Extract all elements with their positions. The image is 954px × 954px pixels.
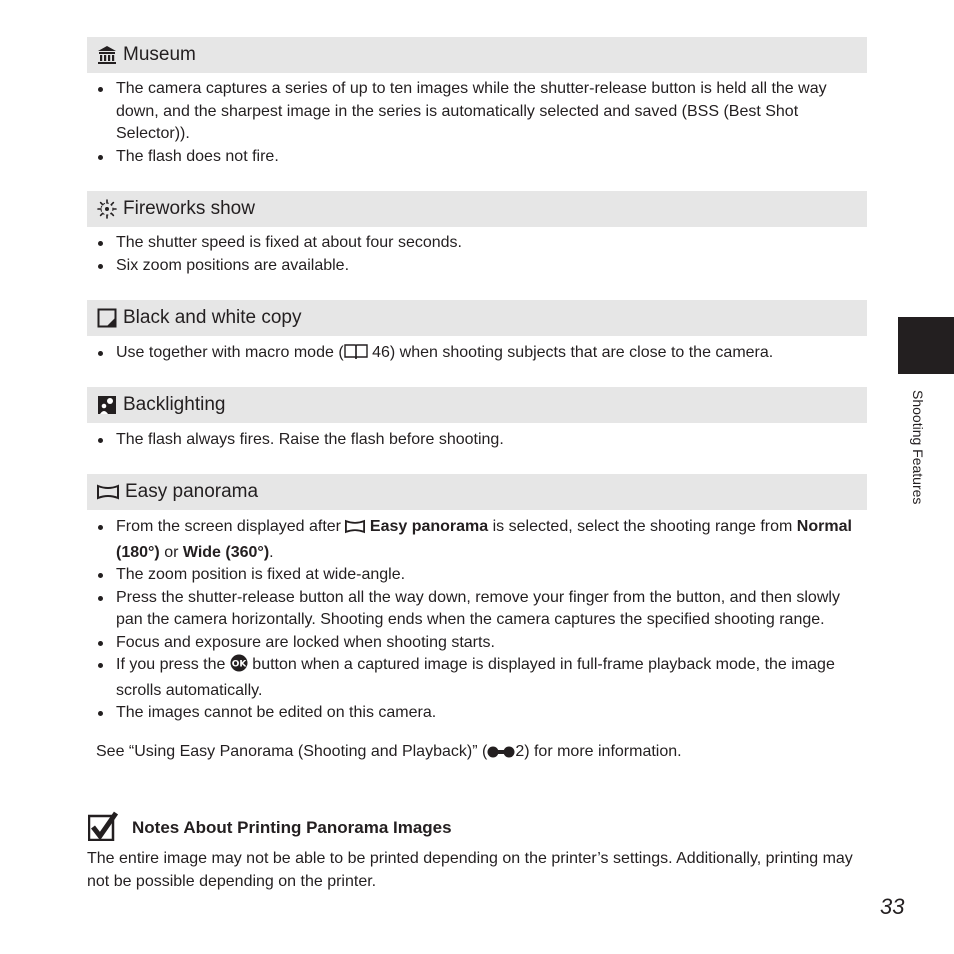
- section-title: Black and white copy: [123, 307, 302, 328]
- note-body: The entire image may not be able to be printed depending on the printer’s settings. Additionally, printing may not be possible depending on the printer.: [87, 850, 853, 890]
- ok-button-icon: [230, 654, 248, 680]
- museum-icon: [97, 45, 117, 65]
- list-item: Focus and exposure are locked when shooting starts.: [96, 632, 866, 655]
- black-white-copy-icon: [97, 308, 117, 328]
- checkmark-note-icon: [88, 811, 118, 841]
- chapter-tab: [898, 317, 954, 374]
- section-title: Museum: [123, 44, 196, 65]
- section-header-backlighting: [87, 387, 867, 423]
- section-header-bw-copy: [87, 300, 867, 336]
- chapter-label: Shooting Features: [910, 390, 926, 505]
- section-title: Fireworks show: [123, 198, 255, 219]
- easy-panorama-bullets: [96, 516, 866, 725]
- easy-panorama-icon: [345, 519, 365, 542]
- book-reference-icon: [344, 343, 368, 368]
- easy-panorama-icon: [97, 484, 119, 500]
- see-reference: See “Using Easy Panorama (Shooting and Playback)” ( 2) for more information.: [96, 741, 866, 766]
- svg-text:OK: OK: [231, 659, 247, 670]
- backlighting-bullets: [96, 429, 866, 452]
- bw-copy-bullets: [96, 342, 866, 368]
- list-item: Use together with macro mode ( 46) when shooting subjects that are close to the camera.: [96, 342, 866, 368]
- list-item: From the screen displayed after Easy panorama is selected, select the shooting range from Normal (180°) or Wide (360°).: [96, 516, 866, 564]
- list-item: Six zoom positions are available.: [96, 255, 866, 278]
- section-header-museum: [87, 37, 867, 73]
- list-item: If you press the OK button when a captured image is displayed in full-frame playback mode, the image scrolls automatically.: [96, 654, 866, 702]
- page-number: 33: [880, 894, 905, 919]
- list-item: The flash always fires. Raise the flash before shooting.: [96, 429, 866, 452]
- list-item: The camera captures a series of up to ten images while the shutter-release button is held all the way down, and the sharpest image in the series is automatically selected and saved (BSS (Best Shot Selector)).: [96, 78, 866, 146]
- list-item: Press the shutter-release button all the way down, remove your finger from the button, and then slowly pan the camera horizontally. Shooting ends when the camera captures the specified shooting range.: [96, 587, 866, 632]
- backlighting-icon: [97, 395, 117, 415]
- fireworks-bullets: [96, 232, 866, 277]
- section-title: Backlighting: [123, 394, 226, 415]
- list-item: The images cannot be edited on this camera.: [96, 702, 866, 725]
- reference-section-icon: [487, 744, 515, 766]
- list-item: The zoom position is fixed at wide-angle.: [96, 564, 866, 587]
- museum-bullets: [96, 78, 866, 168]
- note-title: Notes About Printing Panorama Images: [132, 818, 452, 837]
- list-item: The flash does not fire.: [96, 146, 866, 169]
- section-header-easy-panorama: [87, 474, 867, 510]
- fireworks-icon: [97, 199, 117, 219]
- section-header-fireworks: [87, 191, 867, 227]
- section-title: Easy panorama: [125, 481, 259, 502]
- list-item: The shutter speed is fixed at about four seconds.: [96, 232, 866, 255]
